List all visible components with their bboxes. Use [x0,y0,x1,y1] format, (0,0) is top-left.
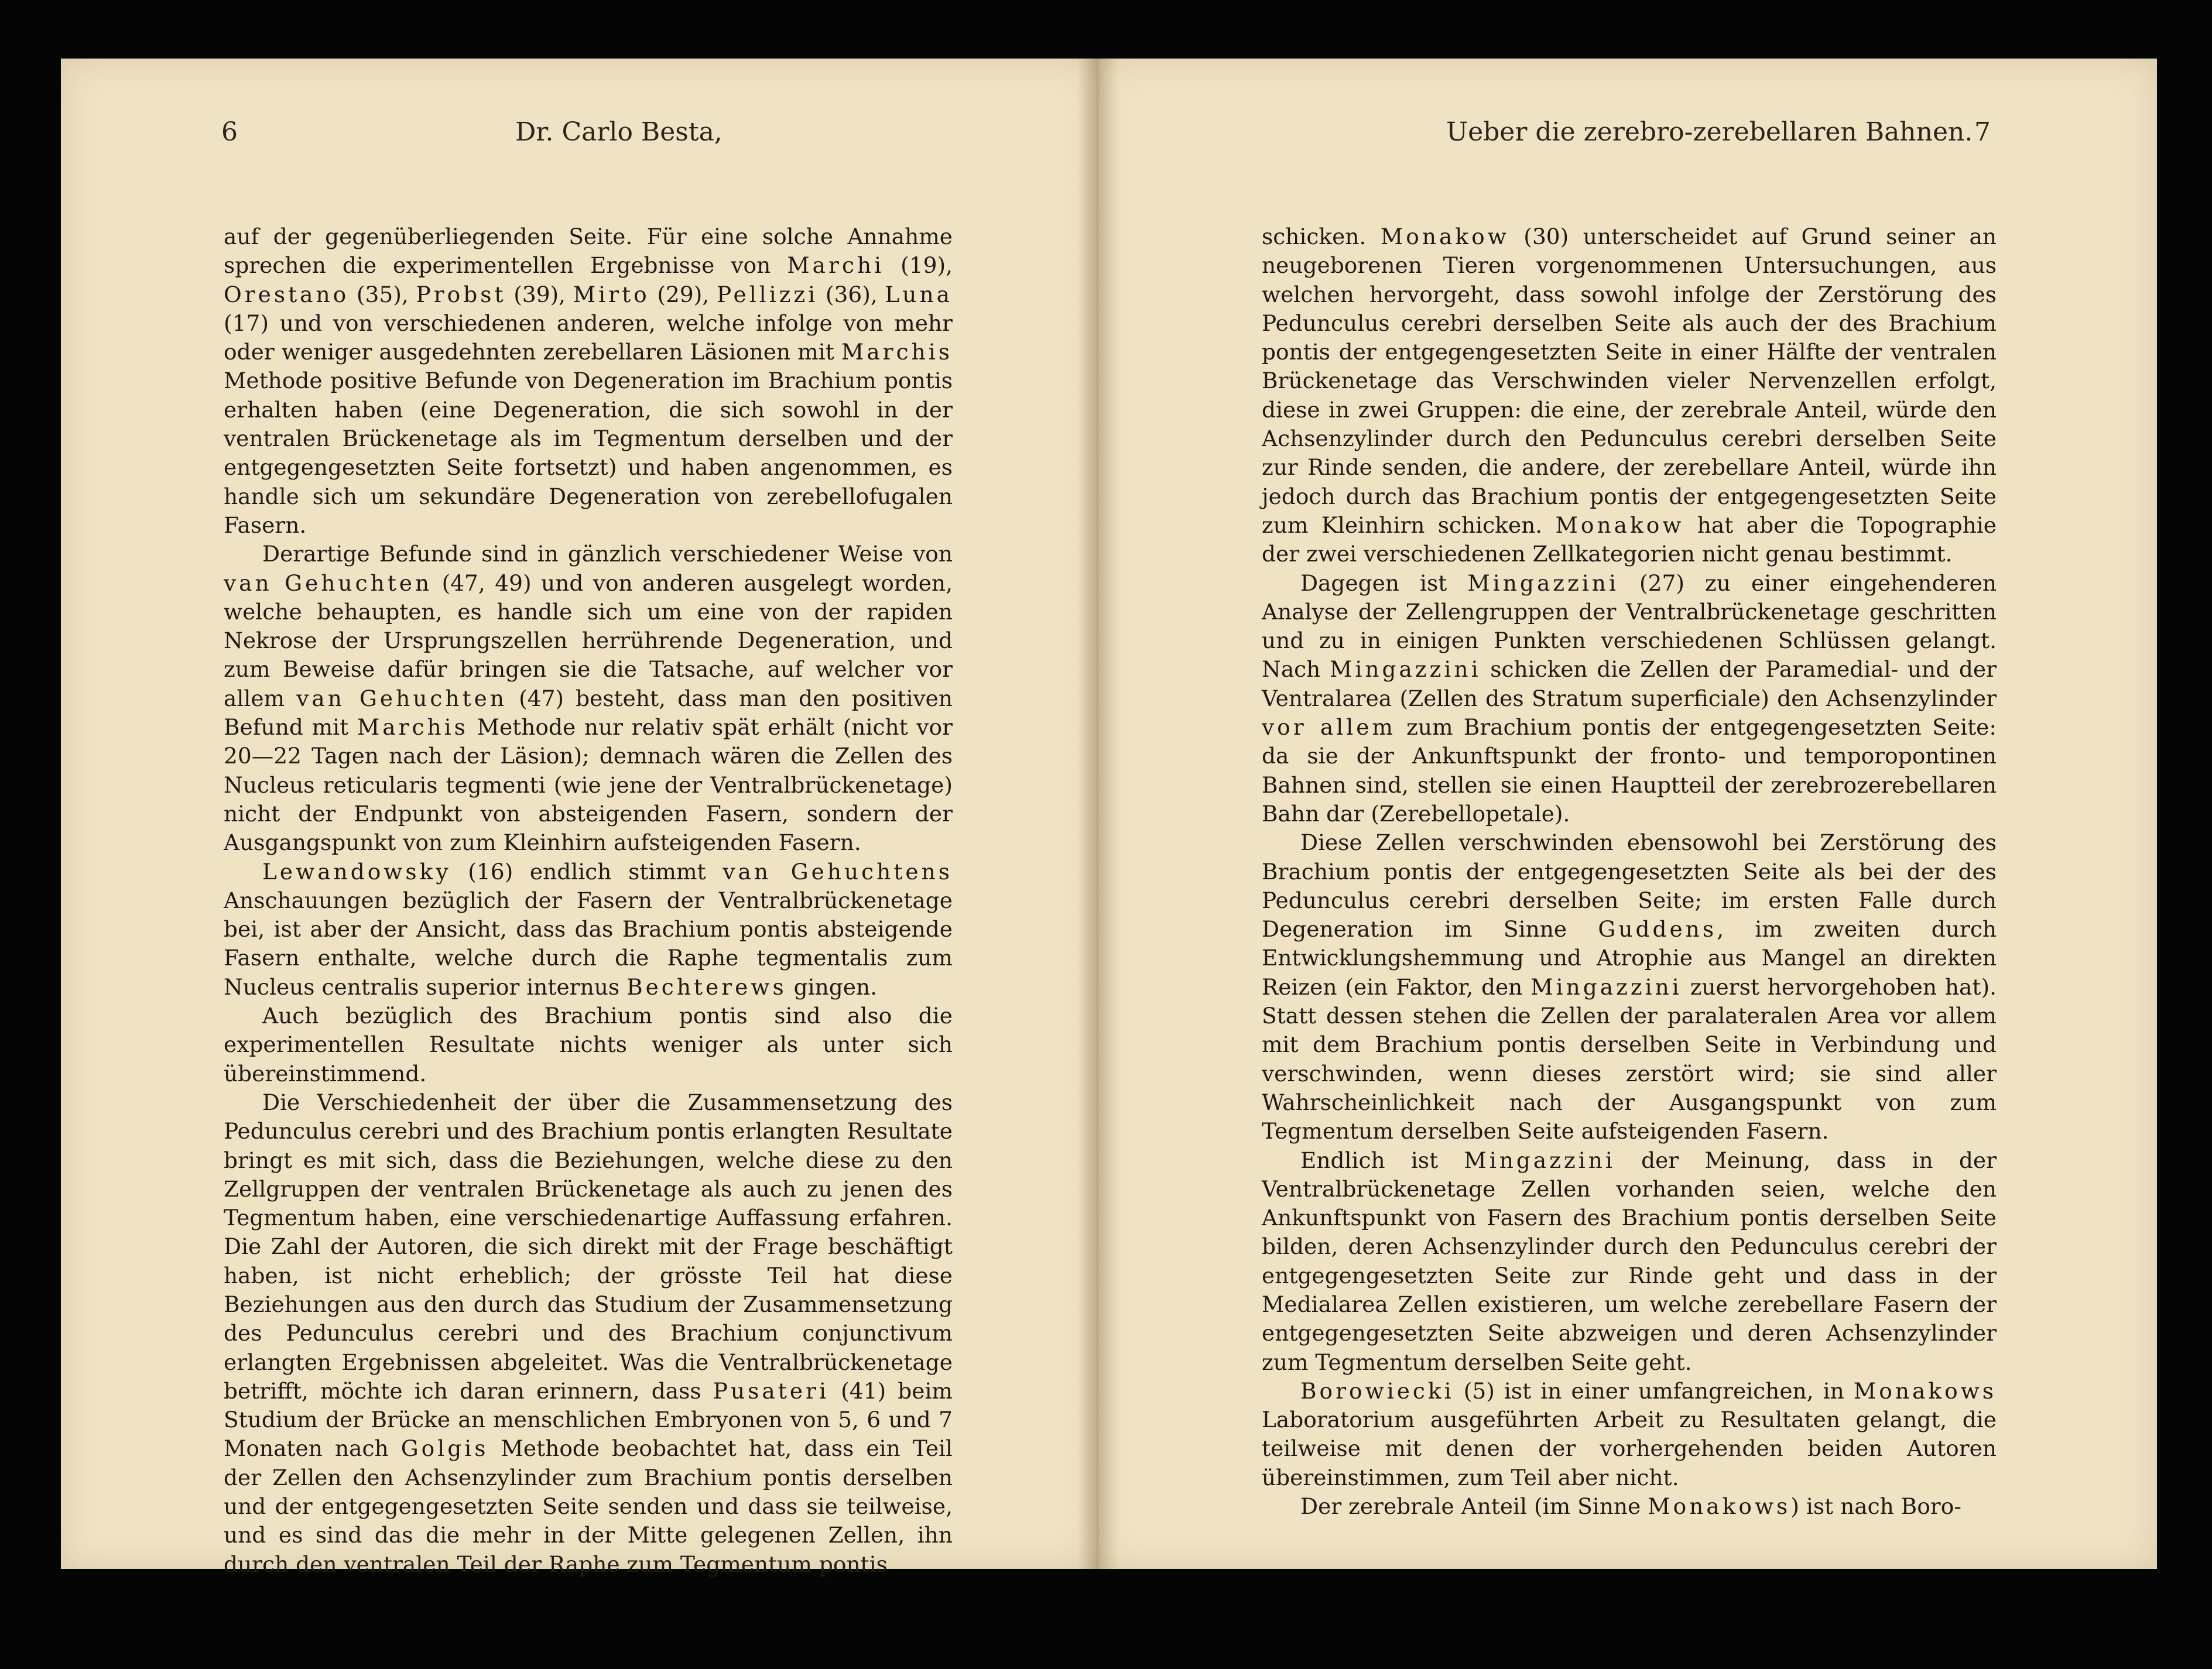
page-number-right: 7 [1974,117,1991,147]
author-name: Marchi [787,252,885,279]
author-name: Mingazzini [1530,974,1682,1000]
text-run: Der zerebrale Anteil (im Sinne [1300,1493,1648,1520]
paragraph [224,1002,953,1088]
paragraph [1262,828,1997,1146]
text-run: (17) und von verschiedenen anderen, welche infolge von mehr oder weniger ausgedehnten zerebellaren Läsionen mit [224,310,953,365]
author-name: Probst [416,281,506,307]
author-name: van Gehuchten [296,685,507,711]
author-name: Pellizzi [716,281,819,307]
paragraph [1262,1146,1997,1377]
text-run: Endlich ist [1300,1147,1464,1173]
text-run: (47, 49) und von anderen ausgelegt worden, welche behaupten, es handle sich um eine von der rapiden Nekrose der Ursprungszellen herrührende Degeneration, und zum Beweise dafür bringen sie die Tatsache, auf welcher vor allem [224,570,953,711]
text-run: (16) endlich stimmt [451,858,723,885]
author-name: Mingazzini [1467,570,1619,596]
text-run: Laboratorium ausgeführten Arbeit zu Resultaten gelangt, die teilweise mit denen der vorhergehenden beiden Autoren übereinstimmen, zum Teil aber nicht. [1262,1407,1997,1490]
paragraph [224,222,953,540]
text-run: (47) besteht, dass man den positiven Befund mit [224,685,953,741]
author-name: Golgis [400,1435,489,1462]
author-name: Monakow [1380,224,1509,249]
text-run: (19), [884,252,953,279]
text-run: (5) ist in einer umfangreichen, in [1454,1377,1854,1404]
paragraph [1262,222,1997,569]
author-name: Monakows [1853,1377,1997,1404]
author-name: Monakows [1648,1493,1791,1520]
text-run: zum Brachium pontis der entgegengesetzten Seite: da sie der Ankunftspunkt der fronto- und temporopontinen Bahnen sind, stellen sie einen Hauptteil der zerebrozerebellaren Bahn dar (Zerebellopetale). [1262,714,1997,827]
right-body-text [1262,222,1997,1521]
text-run: Methode nur relativ spät erhält (nicht vor 20—22 Tagen nach der Läsion); demnach wären die Zellen des Nucleus reticularis tegmenti (wie jene der Ventralbrückenetage) nicht der Endpunkt von absteigenden Fasern, sondern der Ausgangspunkt von zum Kleinhirn aufsteigenden Fasern. [224,714,953,856]
text-run: (41) beim Studium der Brücke an menschlichen Embryonen von 5, 6 und 7 Monaten nach [224,1377,953,1462]
author-name: Borowiecki [1300,1377,1454,1404]
text-run: auf der gegenüberliegenden Seite. Für eine solche Annahme sprechen die experimentellen Ergebnisse von [224,224,953,279]
author-name: Mirto [573,281,650,307]
paragraph [1262,1492,1997,1521]
text-run: Dagegen ist [1300,570,1468,596]
paragraph [1262,569,1997,829]
author-name: Mingazzini [1330,656,1481,683]
text-run: Methode beobachtet hat, dass ein Teil der Zellen den Achsenzylinder zum Brachium pontis derselben und der entgegengesetzten Seite senden und dass sie teilweise, und es sind das die mehr in der Mitte gelegenen Zellen, ihn durch den ventralen Teil der Raphe zum Tegmentum pontis [224,1435,953,1577]
text-run: (29), [649,281,717,307]
text-run: (35), [349,281,416,307]
text-run: (30) unterscheidet auf Grund seiner an neugeborenen Tieren vorgenommenen Untersuchungen, aus welchen hervorgeht, dass sowohl infolge der Zerstörung des Pedunculus cerebri derselben Seite als auch der des Brachium pontis der entgegengesetzten Seite in einer Hälfte der ventralen Brückenetage das Verschwinden vieler Nervenzellen erfolgt, diese in zwei Gruppen: die eine, der zerebrale Anteil, würde den Achsenzylinder durch den Pedunculus cerebri derselben Seite zur Rinde senden, die andere, der zerebellare Anteil, würde ihn jedoch durch das Brachium pontis der entgegengesetzten Seite zum Kleinhirn schicken. [1262,224,1997,538]
author-name: Marchis [357,714,468,741]
text-run: zuerst hervorgehoben hat). Statt dessen stehen die Zellen der paralateralen Area vor allem mit dem Brachium pontis derselben Seite in Verbindung und verschwinden, wenn dieses zerstört wird; sie sind aller Wahrscheinlichkeit nach der Ausgangspunkt von zum Tegmentum derselben Seite aufsteigenden Fasern. [1262,974,1997,1144]
author-name: Luna [885,281,953,307]
paragraph [1262,1377,1997,1492]
author-name: Pusateri [713,1377,829,1404]
text-run: (36), [818,281,885,307]
text-run: Anschauungen bezüglich der Fasern der Ventralbrückenetage bei, ist aber der Ansicht, dass das Brachium pontis absteigende Fasern enthalte, welche durch die Raphe tegmentalis zum Nucleus centralis superior internus [224,887,953,1000]
author-name: Lewandowsky [262,858,451,885]
author-name: Marchis [841,339,953,365]
text-run: ) ist nach Boro- [1790,1493,1961,1520]
text-run: gingen. [786,974,878,1000]
text-run: (27) zu einer eingehenderen Analyse der Zellengruppen der Ventralbrückenetage geschritten und zu in einigen Punkten verschiedenen Schlüssen gelangt. Nach [1262,570,1997,683]
author-name: Mingazzini [1464,1147,1615,1173]
author-name: Orestano [224,281,350,307]
page-number-left: 6 [221,117,238,147]
paragraph [224,540,953,857]
text-run: der Meinung, dass in der Ventralbrückenetage Zellen vorhanden seien, welche den Ankunftspunkt von Fasern des Brachium pontis derselben Seite bilden, deren Achsenzylinder durch den Pedunculus cerebri der entgegengesetzten Seite zur Rinde geht und dass in der Medialarea Zellen existieren, um welche zerebellare Fasern der entgegengesetzten Seite abzweigen und deren Achsenzylinder zum Tegmentum derselben Seite geht. [1262,1147,1997,1375]
text-run: Auch bezüglich des Brachium pontis sind also die experimentellen Resultate nichts weniger als unter sich übereinstimmend. [224,1003,953,1087]
running-head-right: Ueber die zerebro-zerebellaren Bahnen. [1446,117,1973,147]
book-gutter [1077,59,1118,1569]
author-name: vor allem [1262,714,1396,741]
author-name: van Gehuchten [224,570,433,596]
author-name: Monakow [1555,512,1684,538]
paragraph [224,1088,953,1579]
text-run: schicken die Zellen der Paramedial- und der Ventralarea (Zellen des Stratum superficiale) den Achsenzylinder [1262,656,1997,711]
author-name: Bechterews [626,974,787,1000]
text-run: Methode positive Befunde von Degeneration im Brachium pontis erhalten haben (eine Degeneration, die sich sowohl in der ventralen Brückenetage als im Tegmentum derselben und der entgegengesetzten Seite fortsetzt) und haben angenommen, es handle sich um sekundäre Degeneration von zerebellofugalen Fasern. [224,368,953,538]
text-run: schicken. [1262,224,1381,249]
text-run: Diese Zellen verschwinden ebensowohl bei Zerstörung des Brachium pontis der entgegengesetzten Seite als bei der des Pedunculus cerebri derselben Seite; im ersten Falle durch Degeneration im Sinne [1262,830,1997,943]
text-run: hat aber die Topographie der zwei verschiedenen Zellkategorien nicht genau bestimmt. [1262,512,1997,567]
text-run: Derartige Befunde sind in gänzlich verschiedener Weise von [262,541,953,567]
author-name: Guddens [1598,916,1717,943]
left-body-text [224,222,953,1579]
author-name: van Gehuchtens [723,858,953,885]
text-run: Die Verschiedenheit der über die Zusammensetzung des Pedunculus cerebri und des Brachium pontis erlangten Resultate bringt es mit sich, dass die Beziehungen, welche diese zu den Zellgruppen der ventralen Brückenetage als auch zu jenen des Tegmentum haben, eine verschiedenartige Auffassung erfahren. Die Zahl der Autoren, die sich direkt mit der Frage beschäftigt haben, ist nicht erheblich; der grösste Teil hat diese Beziehungen aus den durch das Studium der Zusammensetzung des Pedunculus cerebri und des Brachium conjunctivum erlangten Ergebnissen abgeleitet. Was die Ventralbrückenetage betrifft, möchte ich daran erinnern, dass [224,1089,953,1404]
running-head-left: Dr. Carlo Besta, [515,117,723,147]
paragraph [224,858,953,1002]
text-run: , im zweiten durch Entwicklungshemmung und Atrophie aus Mangel an direkten Reizen (ein Faktor, den [1262,916,1997,1000]
text-run: (39), [506,281,573,307]
